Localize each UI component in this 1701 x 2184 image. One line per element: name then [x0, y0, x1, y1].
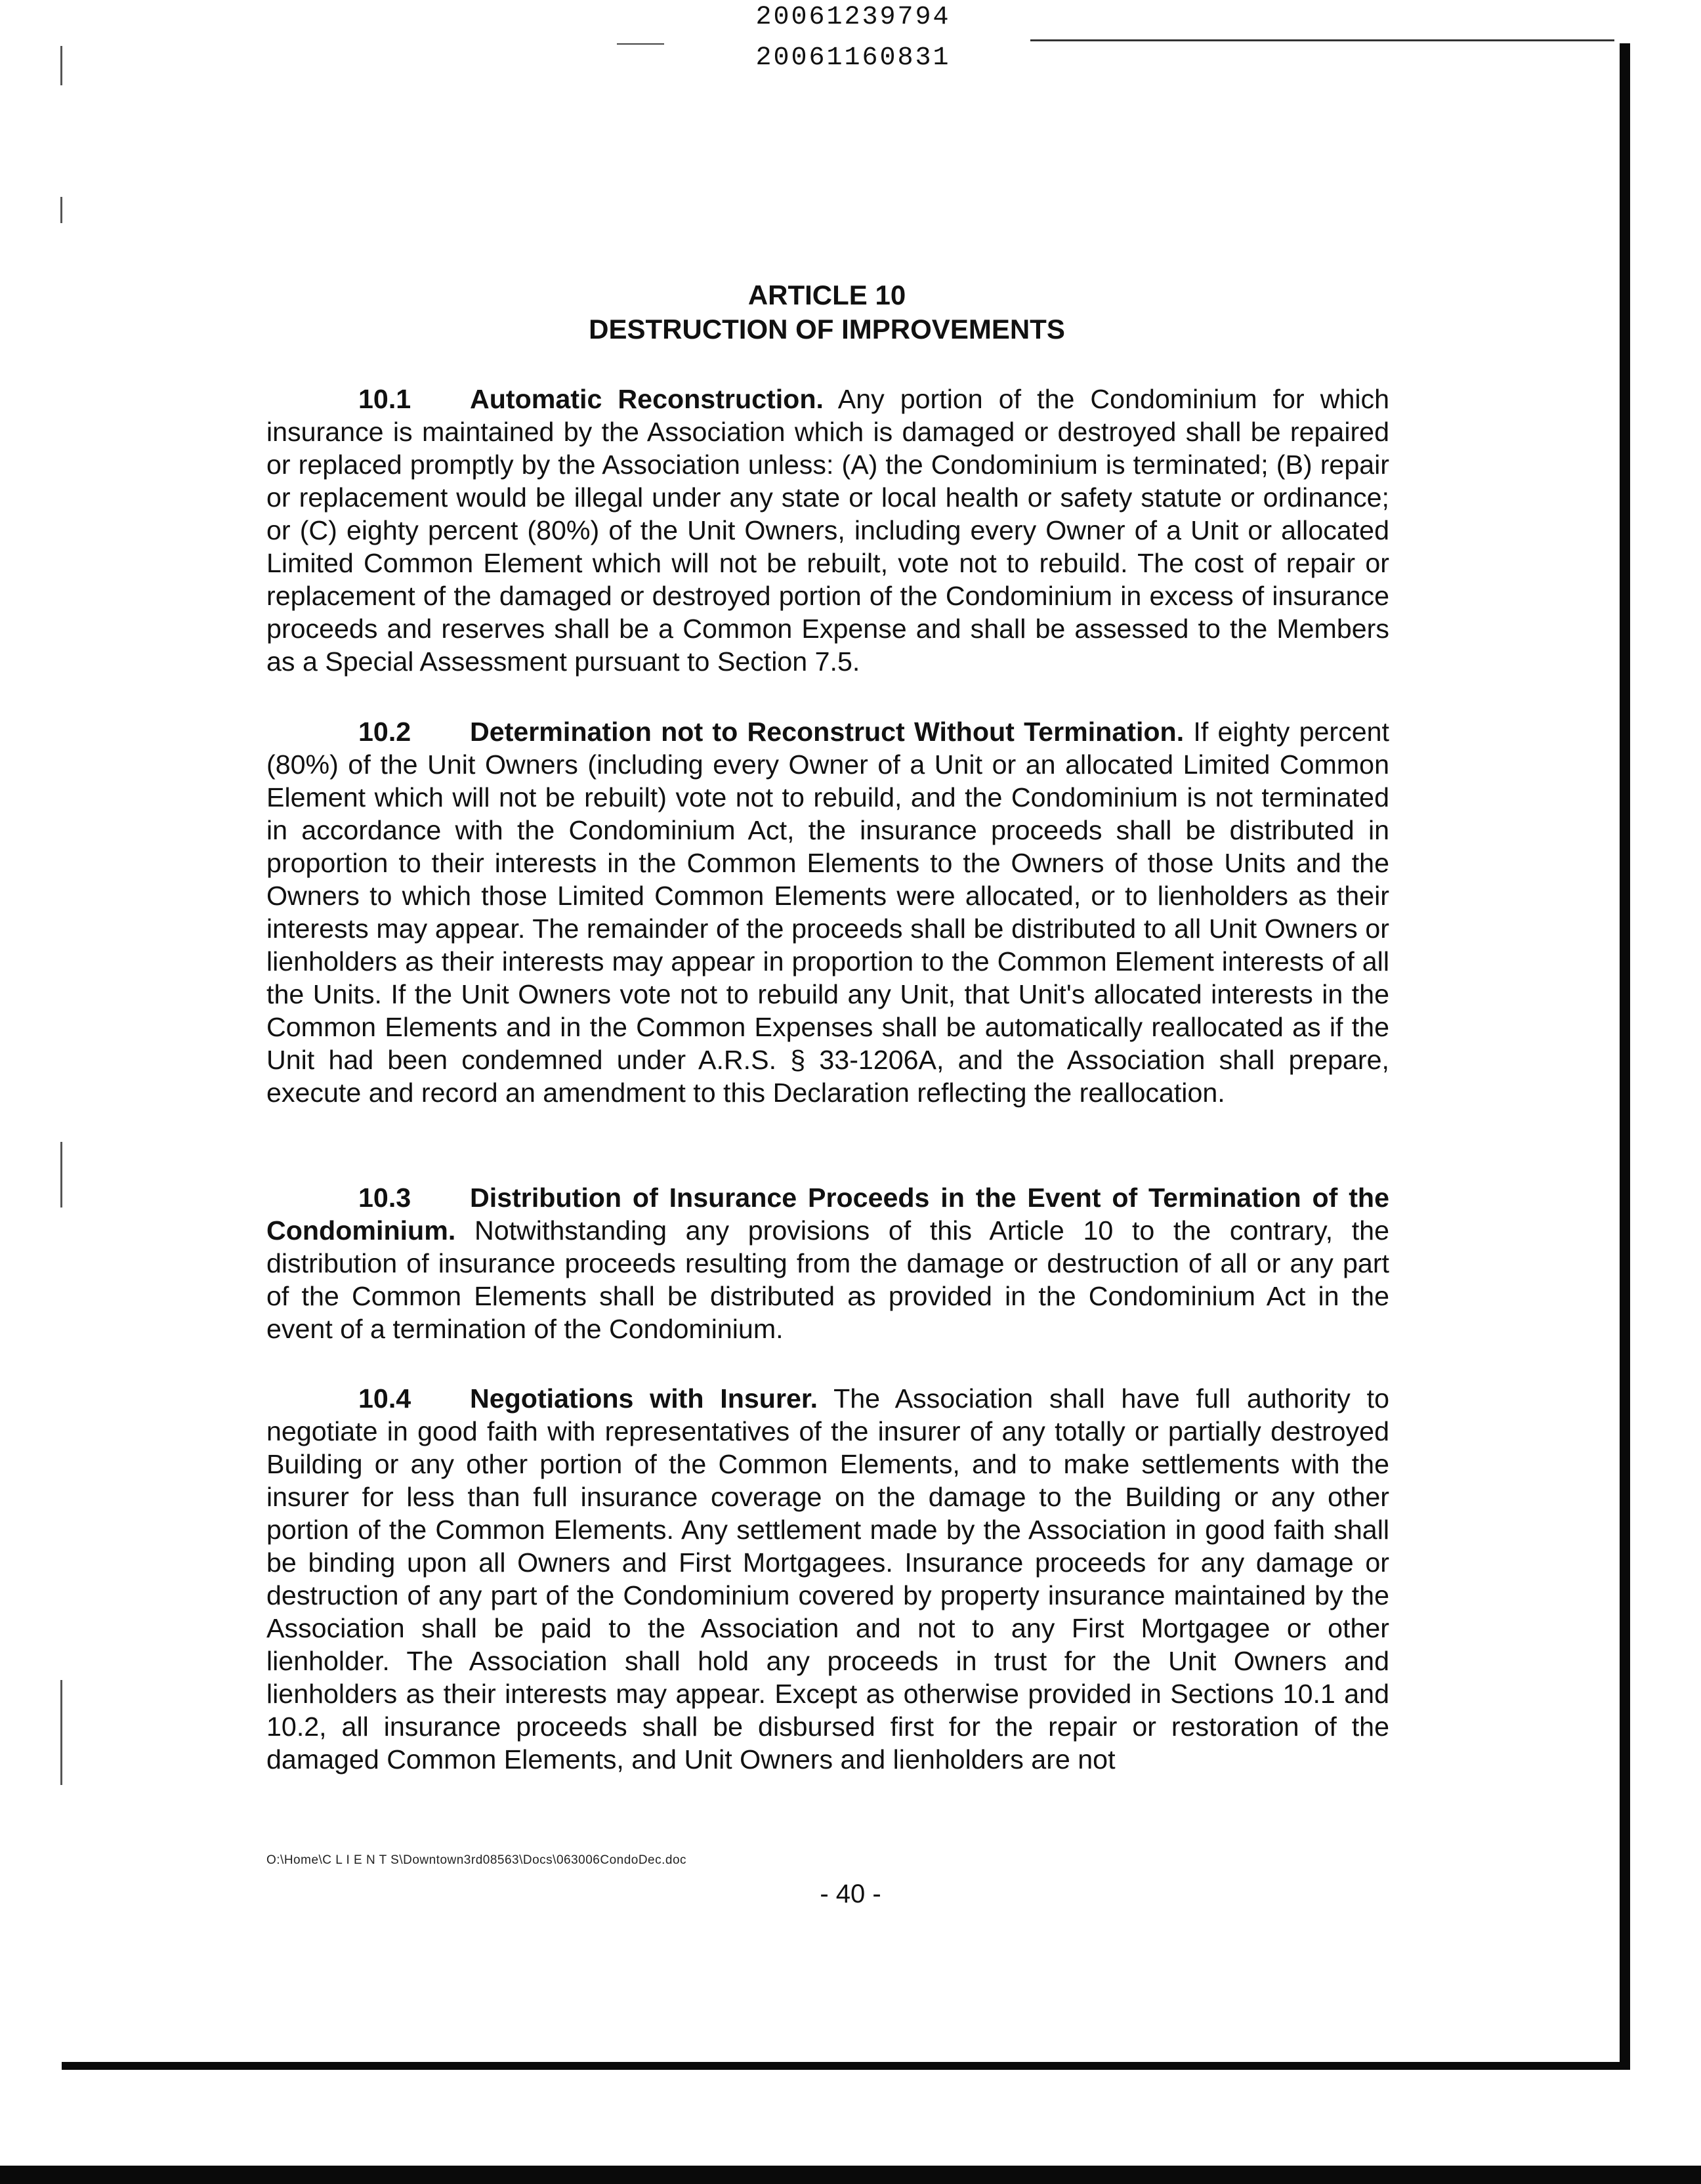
article-heading: [262, 278, 1391, 346]
section-number: 10.1: [358, 384, 411, 414]
scan-border-right: [1620, 43, 1630, 2070]
section-10-2: [266, 715, 1389, 1109]
section-10-4: [266, 1382, 1389, 1776]
article-title: DESTRUCTION OF IMPROVEMENTS: [589, 314, 1065, 345]
recording-number-primary: 20061239794: [755, 3, 951, 32]
left-margin-mark: [60, 1142, 62, 1208]
section-text: Any portion of the Condominium for which insurance is maintained by the Association which is damaged or destroyed shall be repaired or replaced promptly by the Association unless: (A) the Condominium is terminated; (B) repair or replacement would be illegal under any state or local health or safety statute or ordinance; or (C) eighty percent (80%) of the Unit Owners, including every Owner of a Unit or allocated Limited Common Element which will not be rebuilt, vote not to rebuild. The cost of repair or replacement of the damaged or destroyed portion of the Condominium in excess of insurance proceeds and reserves shall be a Common Expense and shall be assessed to the Members as a Special Assessment pursuant to Section 7.5.: [266, 384, 1389, 677]
section-number: 10.3: [358, 1183, 411, 1213]
page-number: - 40 -: [820, 1880, 881, 1908]
left-margin-mark: [60, 1680, 62, 1785]
section-text: The Association shall have full authority to negotiate in good faith with representatives of the insurer of any totally or partially destroyed Building or any other portion of the Common Elements, and to make settlements with the insurer for less than full insurance coverage on the damage to the Building or any other portion of the Common Elements. Any settlement made by the Association in good faith shall be binding upon all Owners and First Mortgagees. Insurance proceeds for any damage or destruction of any part of the Condominium covered by property insurance maintained by the Association shall be paid to the Association and not to any First Mortgagee or other lienholder. The Association shall hold any proceeds in trust for the Unit Owners and lienholders as their interests may appear. Except as otherwise provided in Sections 10.1 and 10.2, all insurance proceeds shall be disbursed first for the repair or restoration of the damaged Common Elements, and Unit Owners and lienholders are not: [266, 1383, 1389, 1774]
section-title: Determination not to Reconstruct Without Termination.: [470, 717, 1185, 747]
left-margin-mark: [60, 46, 62, 85]
footer-file-path: O:\Home\C L I E N T S\Downtown3rd08563\Docs\063006CondoDec.doc: [266, 1853, 687, 1867]
section-text: Notwithstanding any provisions of this Article 10 to the contrary, the distribution of insurance proceeds resulting from the damage or destruction of all or any part of the Common Elements shall be distributed as provided in the Condominium Act in the event of a termination of the Condominium.: [266, 1215, 1389, 1344]
header-rule: [1030, 39, 1614, 41]
section-10-3: [266, 1181, 1389, 1345]
section-title: Distribution of Insurance Proceeds in the Event of Termination of the Condominium.: [266, 1183, 1389, 1246]
scan-bottom-band: [0, 2166, 1701, 2184]
section-number: 10.4: [358, 1383, 411, 1414]
section-text: If eighty percent (80%) of the Unit Owners (including every Owner of a Unit or an allocated Limited Common Element which will not be rebuilt) vote not to rebuild, and the Condominium is not terminated in accordance with the Condominium Act, the insurance proceeds shall be distributed in proportion to their interests in the Common Elements to the Owners of those Units and the Owners to which those Limited Common Elements were allocated, or to lienholders as their interests may appear. The remainder of the proceeds shall be distributed to all Unit Owners or lienholders as their interests may appear in proportion to the Common Element interests of all the Units. If the Unit Owners vote not to rebuild any Unit, that Unit's allocated interests in the Common Elements and in the Common Expenses shall be automatically reallocated as if the Unit had been condemned under A.R.S. § 33-1206A, and the Association shall prepare, execute and record an amendment to this Declaration reflecting the reallocation.: [266, 717, 1389, 1108]
left-margin-mark: [60, 197, 62, 223]
section-number: 10.2: [358, 717, 411, 747]
scan-border-bottom: [62, 2062, 1630, 2070]
article-number: ARTICLE 10: [747, 280, 906, 310]
section-title: Automatic Reconstruction.: [470, 384, 824, 414]
section-title: Negotiations with Insurer.: [470, 1383, 818, 1414]
recording-number-secondary: 20061160831: [755, 43, 951, 73]
section-10-1: [266, 383, 1389, 678]
